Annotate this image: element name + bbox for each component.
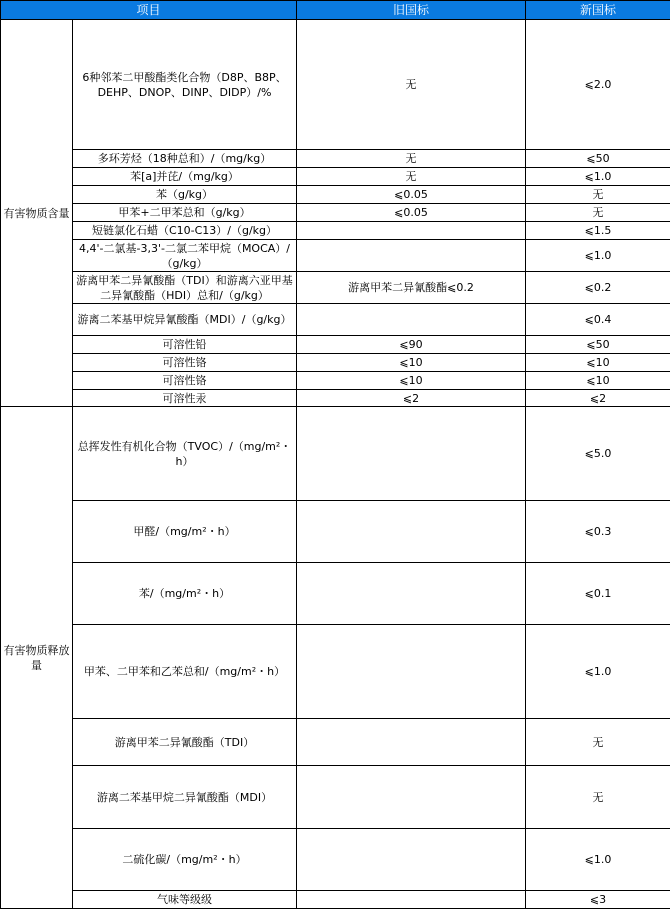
new-value-cell: ⩽1.0 [526, 240, 670, 272]
item-cell: 苯[a]并芘/（mg/kg） [73, 168, 297, 186]
table-row [1, 186, 670, 204]
table-row [1, 372, 670, 390]
new-value-cell: ⩽1.0 [526, 625, 670, 719]
old-value-cell [297, 719, 526, 766]
new-value-cell: ⩽0.4 [526, 304, 670, 336]
item-cell: 多环芳烃（18种总和）/（mg/kg） [73, 150, 297, 168]
header-new-standard: 新国标 [526, 1, 670, 20]
table-row [1, 168, 670, 186]
old-value-cell [297, 501, 526, 563]
table-row [1, 150, 670, 168]
new-value-cell: ⩽1.0 [526, 829, 670, 891]
new-value-cell: ⩽1.5 [526, 222, 670, 240]
new-value-cell: ⩽0.2 [526, 272, 670, 304]
table-row [1, 407, 670, 501]
category-cell: 有害物质释放量 [1, 407, 73, 909]
new-value-cell: ⩽3 [526, 891, 670, 909]
item-cell: 6种邻苯二甲酸酯类化合物（D8P、B8P、DEHP、DNOP、DINP、DIDP）/% [73, 20, 297, 150]
item-cell: 可溶性汞 [73, 390, 297, 407]
old-value-cell: 无 [297, 20, 526, 150]
item-cell: 苯（g/kg） [73, 186, 297, 204]
new-value-cell: ⩽2 [526, 390, 670, 407]
old-value-cell: ⩽10 [297, 354, 526, 372]
header-row [1, 1, 670, 20]
new-value-cell: ⩽1.0 [526, 168, 670, 186]
old-value-cell [297, 407, 526, 501]
old-value-cell [297, 304, 526, 336]
table-row [1, 501, 670, 563]
new-value-cell: ⩽0.3 [526, 501, 670, 563]
new-value-cell: 无 [526, 719, 670, 766]
old-value-cell: ⩽0.05 [297, 204, 526, 222]
old-value-cell [297, 222, 526, 240]
table-row [1, 563, 670, 625]
table-row [1, 304, 670, 336]
old-value-cell: ⩽10 [297, 372, 526, 390]
item-cell: 总挥发性有机化合物（TVOC）/（mg/m²・h） [73, 407, 297, 501]
item-cell: 短链氯化石蜡（C10-C13）/（g/kg） [73, 222, 297, 240]
item-cell: 甲苯+二甲苯总和（g/kg） [73, 204, 297, 222]
table-row [1, 390, 670, 407]
old-value-cell [297, 240, 526, 272]
header-item: 项目 [1, 1, 297, 20]
new-value-cell: ⩽50 [526, 150, 670, 168]
item-cell: 二硫化碳/（mg/m²・h） [73, 829, 297, 891]
new-value-cell: ⩽2.0 [526, 20, 670, 150]
new-value-cell: ⩽10 [526, 372, 670, 390]
new-value-cell: 无 [526, 204, 670, 222]
item-cell: 游离甲苯二异氰酸酯（TDI） [73, 719, 297, 766]
old-value-cell: ⩽0.05 [297, 186, 526, 204]
old-value-cell [297, 625, 526, 719]
item-cell: 游离二苯基甲烷异氰酸酯（MDI）/（g/kg） [73, 304, 297, 336]
new-value-cell: ⩽10 [526, 354, 670, 372]
new-value-cell: 无 [526, 186, 670, 204]
table-row [1, 222, 670, 240]
old-value-cell: 无 [297, 150, 526, 168]
item-cell: 游离甲苯二异氰酸酯（TDI）和游离六亚甲基二异氰酸酯（HDI）总和/（g/kg） [73, 272, 297, 304]
new-value-cell: ⩽5.0 [526, 407, 670, 501]
item-cell: 4,4'-二氯基-3,3'-二氯二苯甲烷（MOCA）/（g/kg） [73, 240, 297, 272]
old-value-cell: ⩽90 [297, 336, 526, 354]
item-cell: 甲醛/（mg/m²・h） [73, 501, 297, 563]
table-row [1, 240, 670, 272]
table-row [1, 829, 670, 891]
old-value-cell [297, 563, 526, 625]
table-row [1, 20, 670, 150]
item-cell: 游离二苯基甲烷二异氰酸酯（MDI） [73, 766, 297, 829]
category-cell: 有害物质含量 [1, 20, 73, 407]
old-value-cell [297, 766, 526, 829]
new-value-cell: 无 [526, 766, 670, 829]
new-value-cell: ⩽0.1 [526, 563, 670, 625]
header-old-standard: 旧国标 [297, 1, 526, 20]
table-row [1, 336, 670, 354]
item-cell: 气味等级级 [73, 891, 297, 909]
item-cell: 可溶性铬 [73, 354, 297, 372]
new-value-cell: ⩽50 [526, 336, 670, 354]
old-value-cell [297, 829, 526, 891]
old-value-cell [297, 891, 526, 909]
item-cell: 苯/（mg/m²・h） [73, 563, 297, 625]
old-value-cell: 游离甲苯二异氰酸酯⩽0.2 [297, 272, 526, 304]
table-row [1, 625, 670, 719]
item-cell: 甲苯、二甲苯和乙苯总和/（mg/m²・h） [73, 625, 297, 719]
table-row [1, 272, 670, 304]
old-value-cell: 无 [297, 168, 526, 186]
table-row [1, 719, 670, 766]
table-row [1, 891, 670, 909]
table-row [1, 354, 670, 372]
table-row [1, 204, 670, 222]
old-value-cell: ⩽2 [297, 390, 526, 407]
table-row [1, 766, 670, 829]
item-cell: 可溶性铅 [73, 336, 297, 354]
item-cell: 可溶性铬 [73, 372, 297, 390]
